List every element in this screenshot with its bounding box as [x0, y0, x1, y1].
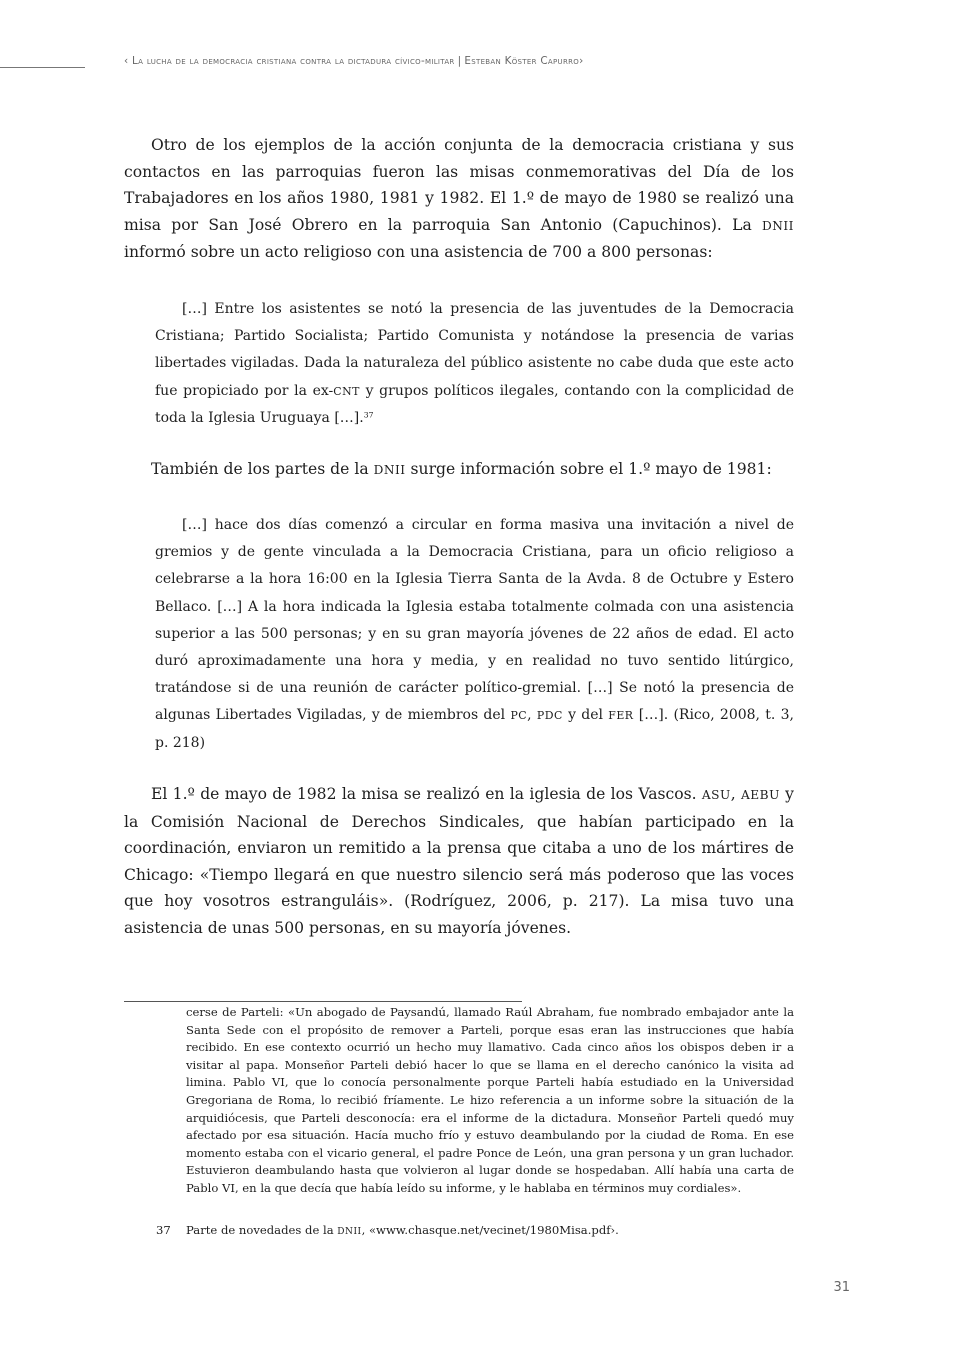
body-paragraph-2: También de los partes de la DNII surge información sobre el 1.º mayo de 1981: — [151, 460, 772, 478]
abbreviation-fer: FER — [608, 709, 634, 723]
abbreviation-pc: PC — [510, 709, 528, 723]
block-quote-1: […] Entre los asistentes se notó la presencia de las juventudes de la Democracia Cristiana; Partido Socialista; Partido Comunista y notándose la presencia de varias libertades vigiladas. Dada la naturaleza del público asistente no cabe duda que este acto fue propiciado por la ex-CNT y grupos políticos ilegales, contando con la complicidad de toda la Iglesia Uruguaya […].$^{37}$ — [155, 301, 794, 426]
running-header — [124, 55, 814, 67]
footnote-37-url[interactable]: , «www.chasque.net/vecinet/1980Misa.pdf›. — [361, 1223, 619, 1237]
abbreviation-dnii: DNII — [373, 463, 406, 477]
footnote-rule — [124, 1001, 522, 1002]
footnote-continuation: cerse de Parteli: «Un abogado de Paysandú, llamado Raúl Abraham, fue nombrado embajador ante la Santa Sede con el propósito de remover a Parteli, porque esas eran las instrucciones que había recibido. En ese contexto ocurrió un hecho muy llamativo. Cada cinco años los obispos deben ir a visitar al papa. Monseñor Parteli debió hacer lo que se llama en el derecho canónico la visita ad limina. Pablo VI, que lo conocía personalmente porque Parteli había estudiado en la Universidad Gregoriana de Roma, lo recibió fríamente. Le hizo referencia a un informe sobre la situación de la arquidiócesis, que Parteli desconocía: era el informe de la dictadura. Monseñor Parteli quedó muy afectado por esa situación. Hacía mucho frío y estuvo deambulando por la ciudad de Roma. En ese momento estaba con el vicario general, el padre Ponce de León, una gran persona y un gran luchador. Estuvieron deambulando hasta que volvieron al lugar donde se hospedaban. Allí había una carta de Pablo VI, en la que decía que había leído su informe, y le hablaba en términos muy cordiales». — [186, 1005, 794, 1195]
running-header-author: Esteban Köster Capurro› — [464, 55, 584, 67]
running-header-title: ‹ La lucha de la democracia cristiana contra la dictadura cívico-militar — [124, 55, 455, 67]
footnote-37-number: 37 — [156, 1223, 171, 1237]
footnote-reference-37[interactable]: 37 — [363, 410, 374, 420]
footnote-37: Parte de novedades de la DNII, «www.chasque.net/vecinet/1980Misa.pdf›. — [186, 1223, 619, 1237]
abbreviation-dnii: DNII — [762, 218, 794, 233]
abbreviation-aebu: AEBU — [741, 788, 780, 802]
running-header-separator: | — [457, 55, 462, 67]
page-number: 31 — [833, 1280, 850, 1295]
abbreviation-asu: ASU — [701, 788, 731, 802]
abbreviation-pdc: PDC — [536, 709, 563, 723]
abbreviation-dnii: DNII — [337, 1227, 362, 1237]
body-paragraph-1: Otro de los ejemplos de la acción conjunta de la democracia cristiana y sus contactos en las parroquias fueron las misas conmemorativas del Día de los Trabajadores en los años 1980, 1981 y 1982. El 1.º de mayo de 1980 se realizó una misa por San José Obrero en la parroquia San Antonio (Capuchinos). La DNII informó sobre un acto religioso con una asistencia de 700 a 800 personas: — [124, 136, 794, 261]
body-paragraph-3: El 1.º de mayo de 1982 la misa se realizó en la iglesia de los Vascos. ASU, AEBU y la Comisión Nacional de Derechos Sindicales, que habían participado en la coordinación, enviaron un remitido a la prensa que citaba a uno de los mártires de Chicago: «Tiempo llegará en que nuestro silencio será más poderoso que las voces que hoy vosotros estranguláis». (Rodríguez, 2006, p. 217). La misa tuvo una asistencia de unas 500 personas, en su mayoría jóvenes. — [124, 785, 794, 937]
block-quote-2: […] hace dos días comenzó a circular en forma masiva una invitación a nivel de gremios y de gente vinculada a la Democracia Cristiana, para un oficio religioso a celebrarse a la hora 16:00 en la Iglesia Tierra Santa de la Avda. 8 de Octubre y Estero Bellaco. […] A la hora indicada la Iglesia estaba totalmente colmada con una asistencia superior a las 500 personas; y en su gran mayoría jóvenes de 22 años de edad. El acto duró aproximadamente una hora y media, y en realidad no tuvo sentido litúrgico, tratándose si de una reunión de carácter político-gremial. […] Se notó la presencia de algunas Libertades Vigiladas, y de miembros del PC, PDC y del FER […]. (Rico, 2008, t. 3, p. 218) — [155, 517, 794, 751]
abbreviation-cnt: CNT — [333, 384, 360, 398]
header-rule — [0, 67, 85, 68]
